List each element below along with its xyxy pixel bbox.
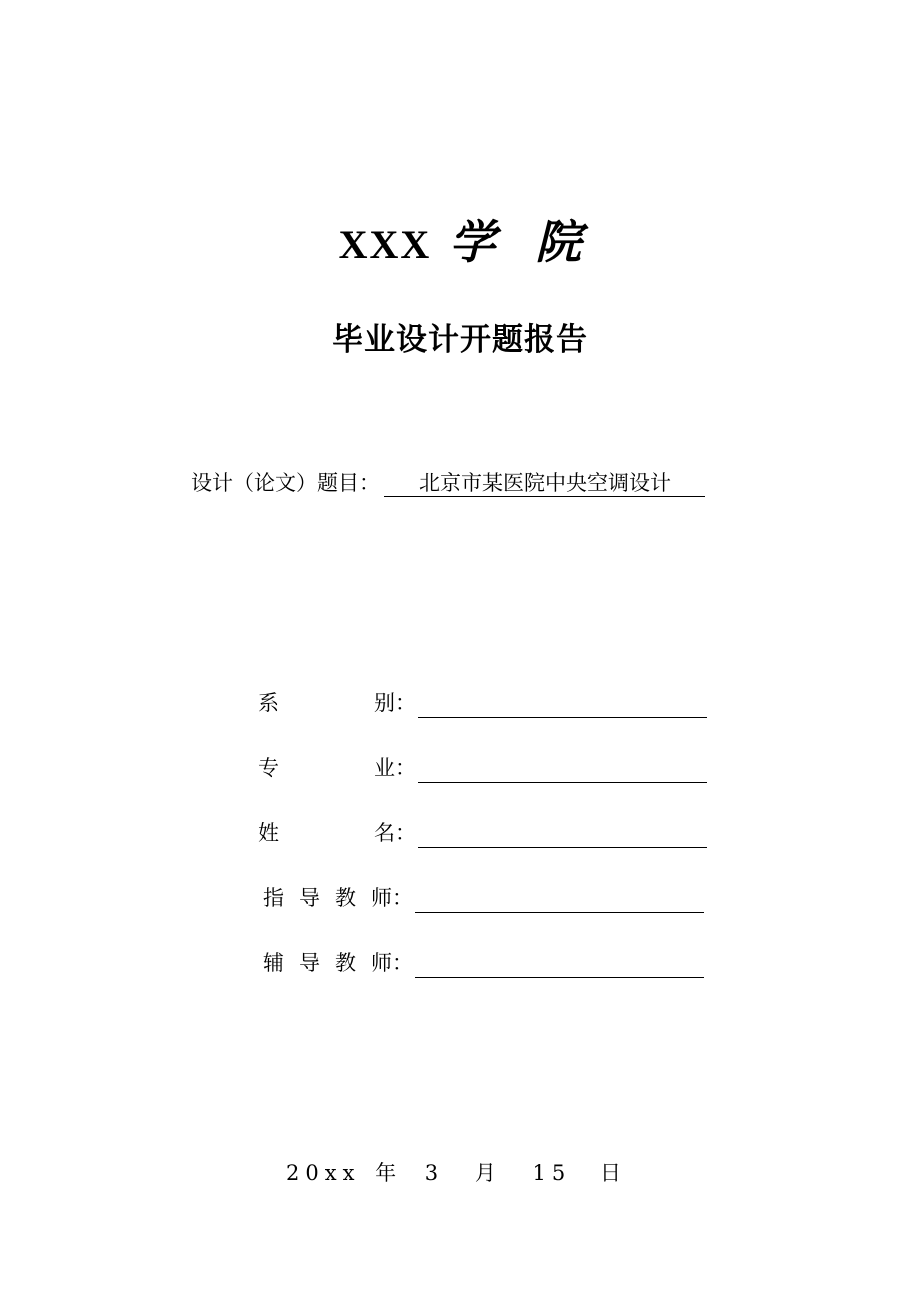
advisor-row [263,883,704,913]
name-row [258,818,707,848]
advisor-label-3: 教 [335,886,356,910]
advisor-label-2: 导 [299,886,320,910]
assistant-advisor-label-1: 辅 [263,951,284,975]
school-name-latin: XXX [338,222,432,267]
advisor-label-4: 师： [371,886,413,910]
major-label-1: 专 [258,756,279,780]
advisor-label-1: 指 [263,886,284,910]
department-row [258,688,707,718]
date-day: 15 [532,1161,572,1185]
school-name-char-1: 学 [449,215,496,269]
assistant-advisor-label-3: 教 [335,951,356,975]
name-label-1: 姓 [258,821,279,845]
major-label-2: 业： [374,756,416,780]
topic-row [191,468,705,498]
date-year: 20xx [286,1161,361,1185]
department-field[interactable] [418,695,707,718]
major-field[interactable] [418,760,707,783]
assistant-advisor-label-2: 导 [299,951,320,975]
topic-value[interactable]: 北京市某医院中央空调设计 [384,470,705,497]
name-label-2: 名： [374,821,416,845]
date-day-unit: 日 [599,1161,621,1185]
assistant-advisor-field[interactable] [415,955,704,978]
date-month: 3 [424,1161,439,1185]
report-title: 毕业设计开题报告 [332,322,588,358]
name-field[interactable] [418,825,707,848]
department-label-1: 系 [258,691,279,715]
assistant-advisor-label-4: 师： [371,951,413,975]
date-row [286,1158,621,1188]
date-month-unit: 月 [474,1161,496,1185]
department-label-2: 别： [374,691,416,715]
school-name-char-2: 院 [535,215,582,269]
topic-label: 设计（论文）题目： [191,471,380,495]
date-year-unit: 年 [375,1161,397,1185]
assistant-advisor-row [263,948,704,978]
advisor-field[interactable] [415,890,704,913]
school-name [0,212,920,275]
major-row [258,753,707,783]
